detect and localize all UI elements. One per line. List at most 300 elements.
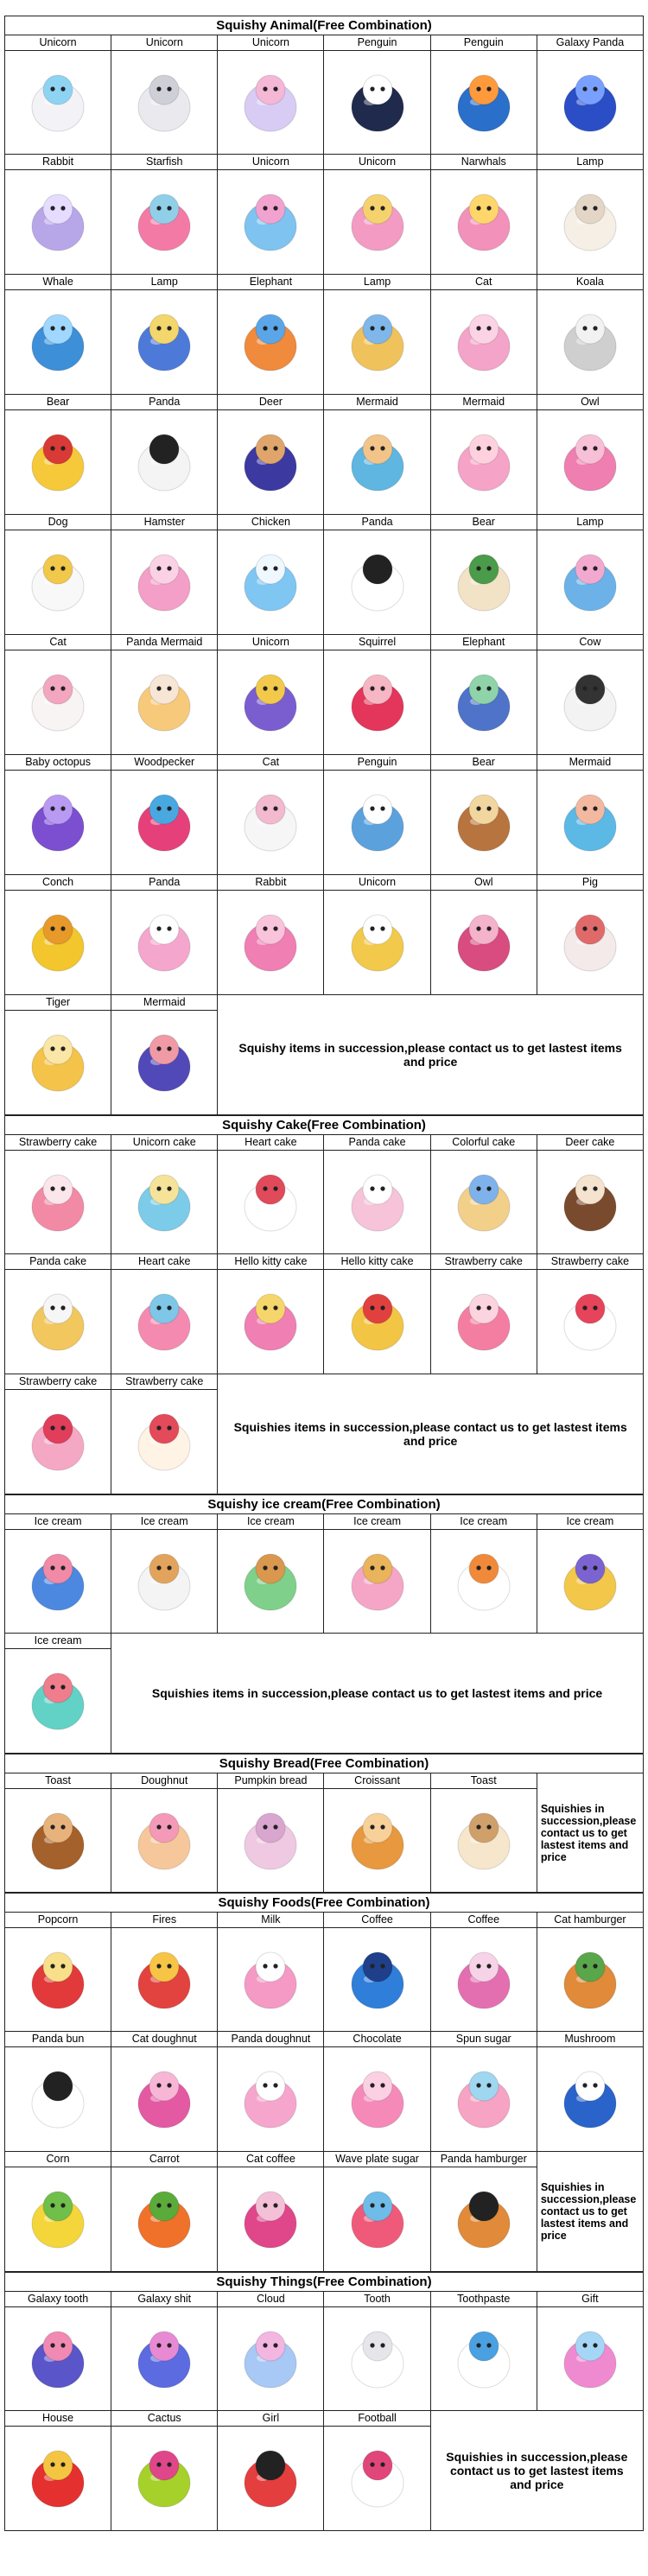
product-cell[interactable]: [218, 2291, 324, 2411]
cup-icon: [324, 1928, 429, 2031]
panda-icon: [537, 51, 643, 154]
product-label: Gift: [537, 2292, 643, 2307]
product-row: [4, 1254, 644, 1374]
product-cell[interactable]: [5, 1912, 111, 2032]
bear-icon: [431, 771, 537, 874]
mushroom-icon: [537, 2047, 643, 2151]
product-row: [4, 1134, 644, 1254]
product-cell[interactable]: [431, 1773, 537, 1893]
deer-icon: [218, 410, 323, 514]
product-cell[interactable]: [111, 995, 218, 1115]
product-cell[interactable]: [537, 1134, 644, 1254]
milk-icon: [218, 1928, 323, 2031]
product-label: Football: [324, 2411, 429, 2427]
product-cell[interactable]: [111, 2291, 218, 2411]
donut-icon: [111, 1789, 217, 1892]
product-label: Spun sugar: [431, 2032, 537, 2047]
product-label: Ice cream: [537, 1514, 643, 1530]
product-cell[interactable]: [5, 515, 111, 635]
product-cell[interactable]: [537, 2032, 644, 2152]
product-cell[interactable]: [5, 1374, 111, 1494]
product-cell[interactable]: [218, 635, 324, 755]
product-cell[interactable]: [324, 2032, 430, 2152]
product-cell[interactable]: [218, 395, 324, 515]
product-label: Lamp: [537, 155, 643, 170]
mermaid-icon: [111, 1011, 217, 1114]
product-cell[interactable]: [324, 155, 430, 275]
product-cell[interactable]: [218, 2152, 324, 2272]
product-row: [4, 395, 644, 515]
product-cell[interactable]: [218, 2411, 324, 2531]
product-label: Owl: [431, 875, 537, 891]
cake-icon: [5, 1390, 111, 1494]
product-label: Narwhals: [431, 155, 537, 170]
product-cell[interactable]: [537, 1513, 644, 1634]
product-cell[interactable]: [537, 155, 644, 275]
product-label: Panda: [111, 875, 217, 891]
tiger-icon: [5, 1011, 111, 1114]
product-label: Unicorn: [111, 35, 217, 51]
product-cell[interactable]: [537, 875, 644, 995]
product-cell[interactable]: [218, 515, 324, 635]
product-label: House: [5, 2411, 111, 2427]
panda-icon: [111, 410, 217, 514]
product-cell[interactable]: [324, 1254, 430, 1374]
product-cell[interactable]: [218, 755, 324, 875]
product-cell[interactable]: [324, 275, 430, 395]
product-catalog: [4, 16, 644, 2531]
pig-icon: [537, 891, 643, 994]
panda-icon: [5, 2047, 111, 2151]
product-label: Hamster: [111, 515, 217, 530]
product-cell[interactable]: [324, 1773, 430, 1893]
product-row: [4, 1513, 644, 1634]
product-cell[interactable]: [5, 1634, 111, 1754]
product-label: Carrot: [111, 2152, 217, 2167]
popcorn-icon: [5, 1928, 111, 2031]
product-cell[interactable]: [218, 1134, 324, 1254]
cake-icon: [111, 1270, 217, 1374]
product-label: Penguin: [431, 35, 537, 51]
product-cell[interactable]: [218, 1254, 324, 1374]
product-label: Doughnut: [111, 1773, 217, 1789]
contact-note: Squishy items in succession,please contact us to get lastest items and price: [218, 995, 644, 1115]
cloud-icon: [218, 2307, 323, 2410]
starfish-icon: [111, 170, 217, 274]
product-cell[interactable]: [111, 1912, 218, 2032]
product-label: Cat: [218, 755, 323, 771]
product-label: Panda bun: [5, 2032, 111, 2047]
product-label: Unicorn: [218, 35, 323, 51]
product-row: [4, 1773, 644, 1893]
product-row: [4, 2411, 644, 2531]
product-cell[interactable]: [5, 1134, 111, 1254]
product-cell[interactable]: [111, 1773, 218, 1893]
donut-icon: [111, 2047, 217, 2151]
corn-icon: [5, 2167, 111, 2271]
product-cell[interactable]: [537, 635, 644, 755]
unicorn-icon: [5, 51, 111, 154]
product-row: [4, 1634, 644, 1754]
hamster-icon: [111, 530, 217, 634]
product-label: Coffee: [431, 1913, 537, 1928]
product-cell[interactable]: [5, 755, 111, 875]
product-label: Baby octopus: [5, 755, 111, 771]
product-label: Panda hamburger: [431, 2152, 537, 2167]
product-label: Cat: [431, 275, 537, 290]
product-label: Mushroom: [537, 2032, 643, 2047]
product-label: Bear: [431, 755, 537, 771]
product-cell[interactable]: [5, 1773, 111, 1893]
rabbit-icon: [218, 891, 323, 994]
product-label: Cactus: [111, 2411, 217, 2427]
ball-icon: [324, 2427, 429, 2530]
product-row: [4, 2032, 644, 2152]
ice-cream-icon: [5, 1530, 111, 1633]
product-row: [4, 995, 644, 1115]
bread-icon: [324, 1789, 429, 1892]
product-label: Hello kitty cake: [324, 1254, 429, 1270]
cake-icon: [111, 1151, 217, 1253]
product-row: [4, 635, 644, 755]
ice-cream-icon: [324, 1530, 429, 1633]
product-label: Penguin: [324, 35, 429, 51]
penguin-icon: [324, 51, 429, 154]
product-label: Owl: [537, 395, 643, 410]
cat-icon: [218, 771, 323, 874]
product-label: Bear: [431, 515, 537, 530]
narwhal-icon: [431, 170, 537, 274]
product-label: Ice cream: [5, 1634, 111, 1649]
bread-icon: [431, 1789, 537, 1892]
koala-icon: [537, 290, 643, 394]
cake-icon: [537, 1151, 643, 1253]
unicorn-icon: [218, 51, 323, 154]
product-cell[interactable]: [431, 875, 537, 995]
product-cell[interactable]: [324, 1513, 430, 1634]
fries-icon: [111, 1928, 217, 2031]
product-label: Heart cake: [218, 1135, 323, 1151]
product-label: Toast: [5, 1773, 111, 1789]
product-row: [4, 155, 644, 275]
burger-icon: [537, 1928, 643, 2031]
product-cell[interactable]: [324, 635, 430, 755]
product-cell[interactable]: [324, 2152, 430, 2272]
product-label: Strawberry cake: [5, 1135, 111, 1151]
product-cell[interactable]: [324, 515, 430, 635]
octopus-icon: [5, 771, 111, 874]
poop-icon: [111, 2307, 217, 2410]
cake-icon: [431, 1151, 537, 1253]
product-cell[interactable]: [5, 1254, 111, 1374]
product-label: Rabbit: [5, 155, 111, 170]
product-cell[interactable]: [431, 515, 537, 635]
product-row: [4, 1374, 644, 1494]
product-cell[interactable]: [324, 1912, 430, 2032]
product-cell[interactable]: [111, 875, 218, 995]
product-row: [4, 2152, 644, 2272]
product-label: Ice cream: [324, 1514, 429, 1530]
product-row: [4, 2291, 644, 2411]
product-cell[interactable]: [5, 395, 111, 515]
product-cell[interactable]: [324, 875, 430, 995]
product-label: Bear: [5, 395, 111, 410]
product-cell[interactable]: [111, 2032, 218, 2152]
cake-icon: [111, 1390, 217, 1494]
product-cell[interactable]: [111, 755, 218, 875]
product-label: Galaxy tooth: [5, 2292, 111, 2307]
product-cell[interactable]: [537, 2291, 644, 2411]
product-label: Strawberry cake: [5, 1374, 111, 1390]
product-label: Cow: [537, 635, 643, 650]
product-cell[interactable]: [324, 35, 430, 155]
product-label: Cat hamburger: [537, 1913, 643, 1928]
product-label: Mermaid: [431, 395, 537, 410]
product-cell[interactable]: [324, 1134, 430, 1254]
product-cell[interactable]: [5, 875, 111, 995]
ice-cream-icon: [218, 1530, 323, 1633]
product-label: Panda cake: [5, 1254, 111, 1270]
product-cell[interactable]: [324, 2411, 430, 2531]
product-cell[interactable]: [431, 1513, 537, 1634]
product-cell[interactable]: [218, 1513, 324, 1634]
section-title: Squishy Cake(Free Combination): [4, 1115, 644, 1134]
bread-icon: [5, 1789, 111, 1892]
mermaid-icon: [324, 410, 429, 514]
product-label: Colorful cake: [431, 1135, 537, 1151]
product-label: Lamp: [324, 275, 429, 290]
product-label: Toast: [431, 1773, 537, 1789]
lamb-icon: [537, 170, 643, 274]
product-row: [4, 35, 644, 155]
product-cell[interactable]: [111, 1134, 218, 1254]
product-cell[interactable]: [431, 755, 537, 875]
product-cell[interactable]: [5, 1513, 111, 1634]
mermaid-icon: [431, 410, 537, 514]
product-label: Popcorn: [5, 1913, 111, 1928]
cup-icon: [218, 2167, 323, 2271]
product-row: [4, 1912, 644, 2032]
product-cell[interactable]: [111, 2152, 218, 2272]
product-cell[interactable]: [5, 2411, 111, 2531]
product-cell[interactable]: [5, 2152, 111, 2272]
product-cell[interactable]: [5, 2032, 111, 2152]
product-label: Cat doughnut: [111, 2032, 217, 2047]
product-cell[interactable]: [431, 1912, 537, 2032]
product-cell[interactable]: [431, 155, 537, 275]
product-label: Lamp: [111, 275, 217, 290]
bread-icon: [218, 1789, 323, 1892]
product-label: Hello kitty cake: [218, 1254, 323, 1270]
cake-icon: [324, 1270, 429, 1374]
section-title: Squishy Foods(Free Combination): [4, 1893, 644, 1912]
product-cell[interactable]: [537, 515, 644, 635]
product-label: Elephant: [431, 635, 537, 650]
product-cell[interactable]: [537, 755, 644, 875]
section-title: Squishy Bread(Free Combination): [4, 1754, 644, 1773]
product-label: Koala: [537, 275, 643, 290]
product-cell[interactable]: [537, 35, 644, 155]
product-cell[interactable]: [218, 155, 324, 275]
ice-cream-icon: [111, 1530, 217, 1633]
product-cell[interactable]: [5, 155, 111, 275]
product-cell[interactable]: [111, 35, 218, 155]
product-label: Unicorn: [324, 875, 429, 891]
mermaid-icon: [111, 650, 217, 754]
product-cell[interactable]: [218, 1912, 324, 2032]
product-cell[interactable]: [431, 2032, 537, 2152]
cake-icon: [5, 1270, 111, 1374]
cake-icon: [218, 1270, 323, 1374]
product-label: Croissant: [324, 1773, 429, 1789]
product-cell[interactable]: [431, 395, 537, 515]
chocolate-icon: [324, 2047, 429, 2151]
product-cell[interactable]: [431, 2152, 537, 2272]
product-cell[interactable]: [431, 1134, 537, 1254]
unicorn-icon: [111, 51, 217, 154]
product-cell[interactable]: [537, 1912, 644, 2032]
product-label: Mermaid: [537, 755, 643, 771]
product-cell[interactable]: [5, 635, 111, 755]
product-label: Galaxy shit: [111, 2292, 217, 2307]
product-cell[interactable]: [431, 2291, 537, 2411]
product-cell[interactable]: [111, 2411, 218, 2531]
product-cell[interactable]: [537, 1254, 644, 1374]
product-label: Chocolate: [324, 2032, 429, 2047]
product-cell[interactable]: [218, 875, 324, 995]
product-row: [4, 875, 644, 995]
bear-icon: [5, 410, 111, 514]
product-row: [4, 275, 644, 395]
section-title: Squishy Things(Free Combination): [4, 2272, 644, 2291]
contact-note: Squishies items in succession,please contact us to get lastest items and price: [218, 1374, 644, 1494]
bird-icon: [111, 771, 217, 874]
product-label: Conch: [5, 875, 111, 891]
squirrel-icon: [324, 650, 429, 754]
product-cell[interactable]: [111, 275, 218, 395]
product-cell[interactable]: [5, 35, 111, 155]
mermaid-icon: [537, 771, 643, 874]
cup-icon: [431, 1928, 537, 2031]
penguin-icon: [324, 771, 429, 874]
product-label: Panda: [111, 395, 217, 410]
product-cell[interactable]: [111, 155, 218, 275]
product-label: Penguin: [324, 755, 429, 771]
product-cell[interactable]: [218, 2032, 324, 2152]
toothpaste-icon: [431, 2307, 537, 2410]
product-cell[interactable]: [431, 635, 537, 755]
panda-icon: [111, 891, 217, 994]
product-cell[interactable]: [111, 1254, 218, 1374]
ice-cream-icon: [5, 1649, 111, 1753]
product-cell[interactable]: [5, 995, 111, 1115]
product-label: Starfish: [111, 155, 217, 170]
product-label: Corn: [5, 2152, 111, 2167]
product-cell[interactable]: [431, 275, 537, 395]
product-cell[interactable]: [111, 1513, 218, 1634]
contact-note: Squishies items in succession,please contact us to get lastest items and price: [111, 1634, 644, 1754]
product-cell[interactable]: [218, 35, 324, 155]
product-label: Cat: [5, 635, 111, 650]
product-label: Ice cream: [111, 1514, 217, 1530]
product-cell[interactable]: [111, 395, 218, 515]
girl-icon: [218, 2427, 323, 2530]
cake-icon: [324, 1151, 429, 1253]
donut-icon: [218, 2047, 323, 2151]
product-label: Deer: [218, 395, 323, 410]
lamb-icon: [537, 530, 643, 634]
contact-note: Squishies in succession,please contact us to get lastest items and price: [537, 2152, 644, 2272]
unicorn-icon: [324, 170, 429, 274]
rabbit-icon: [5, 170, 111, 274]
product-cell[interactable]: [431, 35, 537, 155]
cow-icon: [537, 650, 643, 754]
ice-cream-icon: [431, 1530, 537, 1633]
product-label: Rabbit: [218, 875, 323, 891]
product-label: Mermaid: [111, 995, 217, 1011]
product-cell[interactable]: [111, 1374, 218, 1494]
product-label: Girl: [218, 2411, 323, 2427]
product-cell[interactable]: [5, 275, 111, 395]
house-icon: [5, 2427, 111, 2530]
product-label: Unicorn: [218, 635, 323, 650]
elephant-icon: [431, 650, 537, 754]
product-label: Coffee: [324, 1913, 429, 1928]
section-title: Squishy Animal(Free Combination): [4, 16, 644, 35]
product-label: Unicorn: [5, 35, 111, 51]
product-cell[interactable]: [5, 2291, 111, 2411]
unicorn-icon: [218, 650, 323, 754]
shell-icon: [5, 891, 111, 994]
product-cell[interactable]: [218, 275, 324, 395]
product-label: Panda doughnut: [218, 2032, 323, 2047]
product-cell[interactable]: [218, 1773, 324, 1893]
unicorn-icon: [218, 170, 323, 274]
dog-icon: [5, 530, 111, 634]
product-label: Unicorn cake: [111, 1135, 217, 1151]
product-cell[interactable]: [111, 515, 218, 635]
product-label: Tooth: [324, 2292, 429, 2307]
product-cell[interactable]: [537, 395, 644, 515]
carrot-icon: [111, 2167, 217, 2271]
owl-icon: [537, 410, 643, 514]
lamb-icon: [111, 290, 217, 394]
product-label: Ice cream: [431, 1514, 537, 1530]
contact-note: Squishies in succession,please contact us to get lastest items and price: [537, 1773, 644, 1893]
product-cell[interactable]: [537, 275, 644, 395]
product-label: Tiger: [5, 995, 111, 1011]
product-cell[interactable]: [324, 2291, 430, 2411]
panda-icon: [324, 530, 429, 634]
product-label: Ice cream: [218, 1514, 323, 1530]
product-label: Fires: [111, 1913, 217, 1928]
product-label: Unicorn: [324, 155, 429, 170]
product-cell[interactable]: [324, 395, 430, 515]
penguin-icon: [431, 51, 537, 154]
product-label: Mermaid: [324, 395, 429, 410]
product-label: Elephant: [218, 275, 323, 290]
product-label: Strawberry cake: [111, 1374, 217, 1390]
product-label: Pig: [537, 875, 643, 891]
product-cell[interactable]: [111, 635, 218, 755]
product-cell[interactable]: [431, 1254, 537, 1374]
product-row: [4, 515, 644, 635]
product-label: Woodpecker: [111, 755, 217, 771]
product-label: Dog: [5, 515, 111, 530]
section-title: Squishy ice cream(Free Combination): [4, 1494, 644, 1513]
product-label: Galaxy Panda: [537, 35, 643, 51]
product-cell[interactable]: [324, 755, 430, 875]
